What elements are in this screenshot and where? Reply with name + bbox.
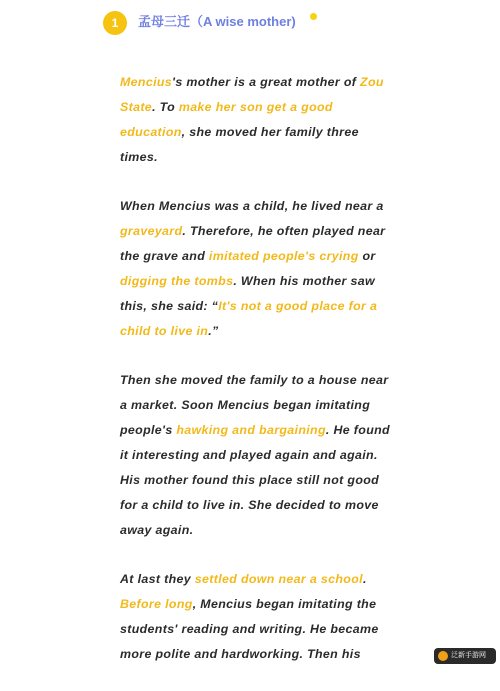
watermark-logo-icon xyxy=(438,651,448,661)
highlighted-phrase: It's not a good place for a child to live in xyxy=(120,299,378,338)
text-segment: . When his mother saw this, she said: “ xyxy=(120,274,375,313)
section-number-badge: 1 xyxy=(103,11,127,35)
text-segment: , Mencius began imitating the students' reading and writing. He became more polite and hardworking. Then his xyxy=(120,597,379,661)
paragraph xyxy=(120,194,392,344)
highlighted-phrase: Mencius xyxy=(120,75,173,89)
section-title: 孟母三迁（A wise mother) xyxy=(138,14,296,29)
text-segment: . He found it interesting and played again and again. His mother found this place still not good for a child to live in. She decided to move away again. xyxy=(120,423,390,537)
text-segment: . Therefore, he often played near the grave and xyxy=(120,224,386,263)
decorative-dot xyxy=(310,13,317,20)
text-segment: Then she moved the family to a house near a market. Soon Mencius began imitating people's xyxy=(120,373,389,437)
paragraph xyxy=(120,368,392,543)
text-segment: or xyxy=(358,249,376,263)
highlighted-phrase: make her son get a good education xyxy=(120,100,333,139)
text-segment: When Mencius was a child, he lived near a xyxy=(120,199,384,213)
text-segment: . To xyxy=(152,100,179,114)
highlighted-phrase: Zou State xyxy=(120,75,384,114)
highlighted-phrase: imitated people's crying xyxy=(208,249,359,263)
text-segment: . xyxy=(362,572,367,586)
section-header xyxy=(0,0,500,50)
highlighted-phrase: graveyard xyxy=(120,224,183,238)
text-segment: 's mother is a great mother of xyxy=(172,75,361,89)
text-segment: , she moved her family three times. xyxy=(120,125,359,164)
article-body xyxy=(120,70,392,691)
highlighted-phrase: hawking and bargaining xyxy=(176,423,326,437)
watermark-text: 泛新手游网 xyxy=(451,652,486,659)
highlighted-phrase: settled down near a school xyxy=(194,572,363,586)
text-segment: .” xyxy=(208,324,219,338)
text-segment: At last they xyxy=(120,572,195,586)
highlighted-phrase: Before long xyxy=(120,597,193,611)
paragraph xyxy=(120,70,392,170)
highlighted-phrase: digging the tombs xyxy=(120,274,234,288)
paragraph xyxy=(120,567,392,667)
site-watermark xyxy=(434,648,496,664)
